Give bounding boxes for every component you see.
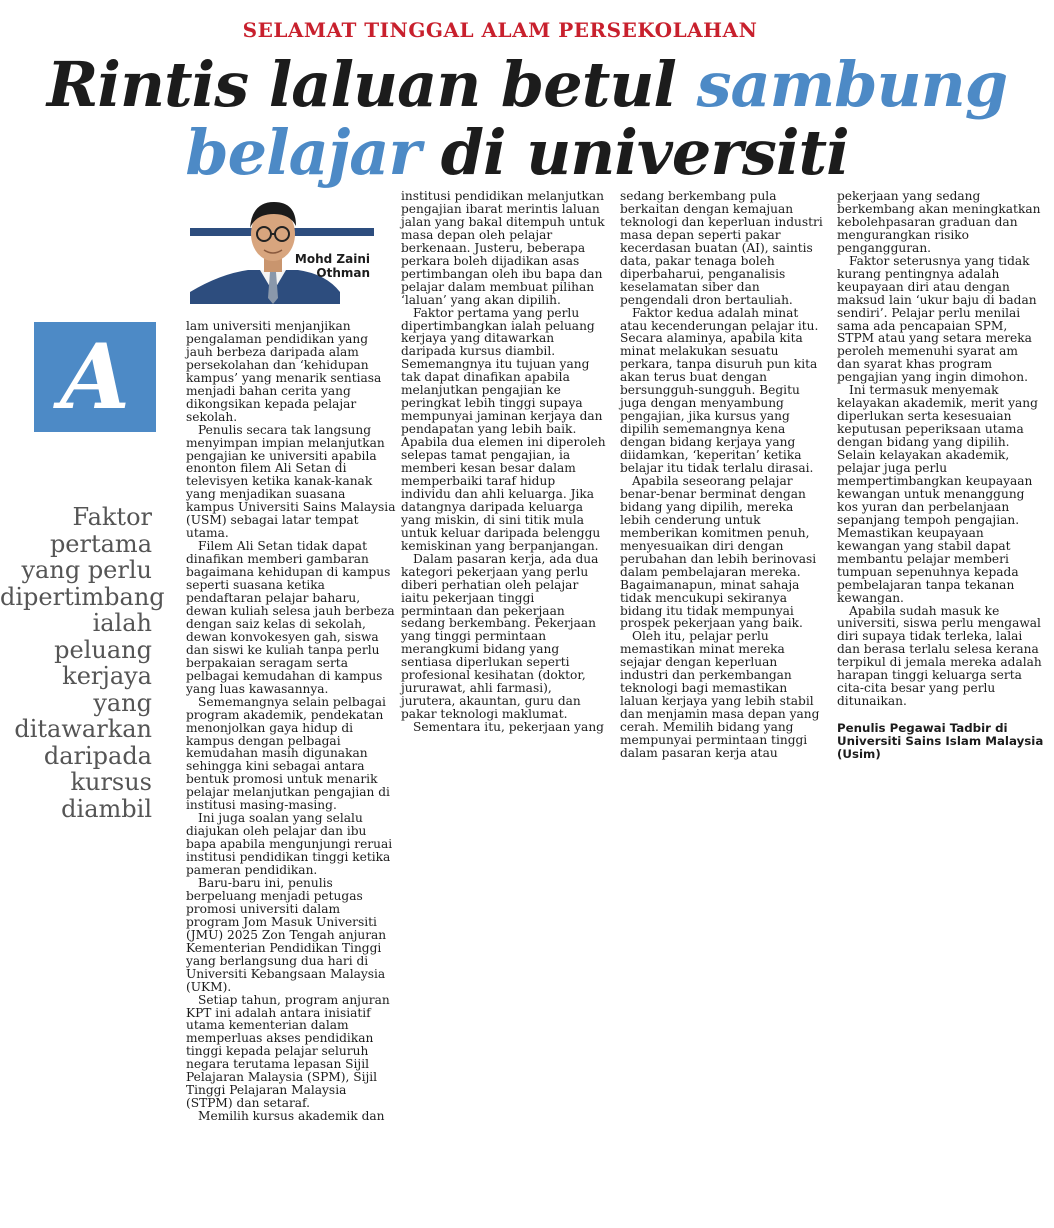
paragraph: Faktor kedua adalah minat atau kecenderungan pelajar itu. Secara alaminya, apabila kita minat melakukan sesuatu perkara, tanpa disuruh pun kita akan terus buat dengan bersungguh-sungguh. Begitu juga dengan menyambung pengajian, jika kursus yang dipilih sememangnya kena dengan bidang kerjaya yang diidamkan, ‘keperitan’ ketika belajar itu tidak terlalu dirasai. <box>620 305 819 476</box>
author-portrait-icon <box>190 188 374 304</box>
article-column-4 <box>837 190 1044 761</box>
paragraph: Sememangnya selain pelbagai program akademik, pendekatan menonjolkan gaya hidup di kampus dengan pelbagai kemudahan masih digunakan sehingga kini sebagai antara bentuk promosi untuk menarik pelajar melanjutkan pengajian di institusi masing-masing. <box>186 694 390 813</box>
paragraph: Oleh itu, pelajar perlu memastikan minat mereka sejajar dengan keperluan industri dan perkembangan teknologi bagi memastikan laluan kerjaya yang lebih stabil dan menjamin masa depan yang cerah. Memilih bidang yang mempunyai permintaan tinggi dalam pasaran kerja atau <box>620 629 820 760</box>
paragraph: Penulis secara tak langsung menyimpan impian melanjutkan pengajian ke universiti apabila enonton filem Ali Setan di televisyen ketika kanak-kanak yang menjadikan suasana kampus Universiti Sains Malaysia (USM) sebagai latar tempat utama. <box>186 422 396 541</box>
headline-line-1 <box>0 48 1054 121</box>
author-photo <box>190 188 374 304</box>
article-column-2 <box>401 190 608 734</box>
paragraph: sedang berkembang pula berkaitan dengan kemajuan teknologi dan keperluan industri masa depan seperti pakar kecerdasan buatan (AI), saintis data, pakar tenaga boleh diperbaharui, penganalisis keselamatan siber dan pengendali dron bertauliah. <box>620 189 823 307</box>
headline-dark-part: Rintis laluan betul <box>46 48 676 121</box>
kicker: SELAMAT TINGGAL ALAM PERSEKOLAHAN <box>242 18 758 42</box>
paragraph: Faktor pertama yang perlu dipertimbangkan ialah peluang kerjaya yang ditawarkan daripada kursus diambil. Sememangnya itu tujuan yang tak dapat dinafikan apabila melanjutkan pengajian ke peringkat lebih tinggi supaya mempunyai jaminan kerjaya dan pendapatan yang lebih baik. Apabila dua elemen ini diperoleh selepas tamat pengajian, ia memberi kesan besar dalam memperbaiki taraf hidup individu dan ahli keluarga. Jika datangnya daripada keluarga yang miskin, di sini titik mula untuk keluar daripada belenggu kemiskinan yang berpanjangan. <box>401 305 606 553</box>
paragraph: institusi pendidikan melanjutkan pengajian ibarat merintis laluan jalan yang bakal ditempuh untuk masa depan oleh pelajar berkenaan. Justeru, beberapa perkara boleh dijadikan asas pertimbangan oleh ibu bapa dan pelajar dalam membuat pilihan ‘laluan’ yang akan dipilih. <box>401 189 605 307</box>
paragraph: Memilih kursus akademik dan <box>198 1109 385 1124</box>
headline-dark-part-2: di universiti <box>440 116 849 189</box>
paragraph: Faktor seterusnya yang tidak kurang pentingnya adalah keupayaan diri atau dengan maksud lain ‘ukur baju di badan sendiri’. Pelajar perlu menilai sama ada pencapaian SPM, STPM atau yang setara mereka peroleh memenuhi syarat am dan syarat khas program pengajian yang ingin dimohon. <box>837 253 1037 385</box>
paragraph: Dalam pasaran kerja, ada dua kategori pekerjaan yang perlu diberi perhatian oleh pelajar iaitu pekerjaan tinggi permintaan dan pekerjaan sedang berkembang. Pekerjaan yang tinggi permintaan merangkumi bidang yang sentiasa diperlukan seperti profesional kesihatan (doktor, jururawat, ahli farmasi), jurutera, akauntan, guru dan pakar teknologi maklumat. <box>401 551 599 722</box>
pull-quote: Faktor pertama yang perlu dipertimbang ialah peluang kerjaya yang ditawarkan daripada kursus diambil <box>0 503 165 823</box>
author-first-name: Mohd Zaini <box>294 252 370 266</box>
headline-line-2 <box>0 116 1044 189</box>
paragraph: Setiap tahun, program anjuran KPT ini adalah antara inisiatif utama kementerian dalam memperluas akses pendidikan tinggi kepada pelajar seluruh negara terutama lepasan Sijil Pelajaran Malaysia (SPM), Sijil Tinggi Pelajaran Malaysia (STPM) dan setaraf. <box>186 992 390 1111</box>
author-last-name: Othman <box>316 266 370 280</box>
paragraph: Sementara itu, pekerjaan yang <box>413 720 604 735</box>
paragraph: lam universiti menjanjikan pengalaman pendidikan yang jauh berbeza daripada alam persekolahan dan ‘kehidupan kampus’ yang menarik sentiasa menjadi bahan cerita yang dikongsikan kepada pelajar sekolah. <box>186 319 382 424</box>
paragraph: Ini termasuk menyemak kelayakan akademik, merit yang diperlukan serta kesesuaian keputusan peperiksaan utama dengan bidang yang dipilih. Selain kelayakan akademik, pelajar juga perlu mempertimbangkan keupayaan kewangan untuk menanggung kos yuran dan perbelanjaan sepanjang tempoh pengajian. Memastikan keupayaan kewangan yang stabil dapat membantu pelajar memberi tumpuan sepenuhnya kepada pembelajaran tanpa tekanan kewangan. <box>837 383 1038 605</box>
article-column-1 <box>186 320 396 1123</box>
paragraph: Baru-baru ini, penulis berpeluang menjadi petugas promosi universiti dalam program Jom Masuk Universiti (JMU) 2025 Zon Tengah anjuran Kementerian Pendidikan Tinggi yang berlangsung dua hari di Universiti Kebangsaan Malaysia (UKM). <box>186 875 387 994</box>
headline-blue-part-2: belajar <box>185 116 421 189</box>
headline-blue-part: sambung <box>696 48 1008 121</box>
author-name <box>290 252 370 280</box>
author-byline: Penulis Pegawai Tadbir di Universiti Sains Islam Malaysia (Usim) <box>837 721 1044 762</box>
article-column-3 <box>620 190 827 760</box>
paragraph: Apabila seseorang pelajar benar-benar berminat dengan bidang yang dipilih, mereka lebih cenderung untuk memberikan komitmen penuh, menyesuaikan diri dengan perubahan dan lebih berinovasi dalam pembelajaran mereka. Bagaimanapun, minat sahaja tidak mencukupi sekiranya bidang itu tidak mempunyai prospek pekerjaan yang baik. <box>620 473 817 631</box>
paragraph: pekerjaan yang sedang berkembang akan meningkatkan kebolehpasaran graduan dan mengurangkan risiko pengangguran. <box>837 189 1041 255</box>
paragraph: Apabila sudah masuk ke universiti, siswa perlu mengawal diri supaya tidak terleka, lalai dan berasa terlalu selesa kerana terpikul di jemala mereka adalah harapan tinggi keluarga serta cita-cita besar yang perlu ditunaikan. <box>837 603 1042 709</box>
paragraph: Ini juga soalan yang selalu diajukan oleh pelajar dan ibu bapa apabila mengunjungi reruai institusi pendidikan tinggi ketika pameran pendidikan. <box>186 811 393 878</box>
drop-cap: A <box>34 322 156 432</box>
paragraph: Filem Ali Setan tidak dapat dinafikan memberi gambaran bagaimana kehidupan di kampus seperti suasana ketika pendaftaran pelajar baharu, dewan kuliah selesa jauh berbeza dengan saiz kelas di sekolah, dewan konvokesyen gah, siswa dan siswi ke kuliah tanpa perlu berpakaian seragam serta pelbagai kemudahan di kampus yang luas kawasannya. <box>186 539 395 696</box>
